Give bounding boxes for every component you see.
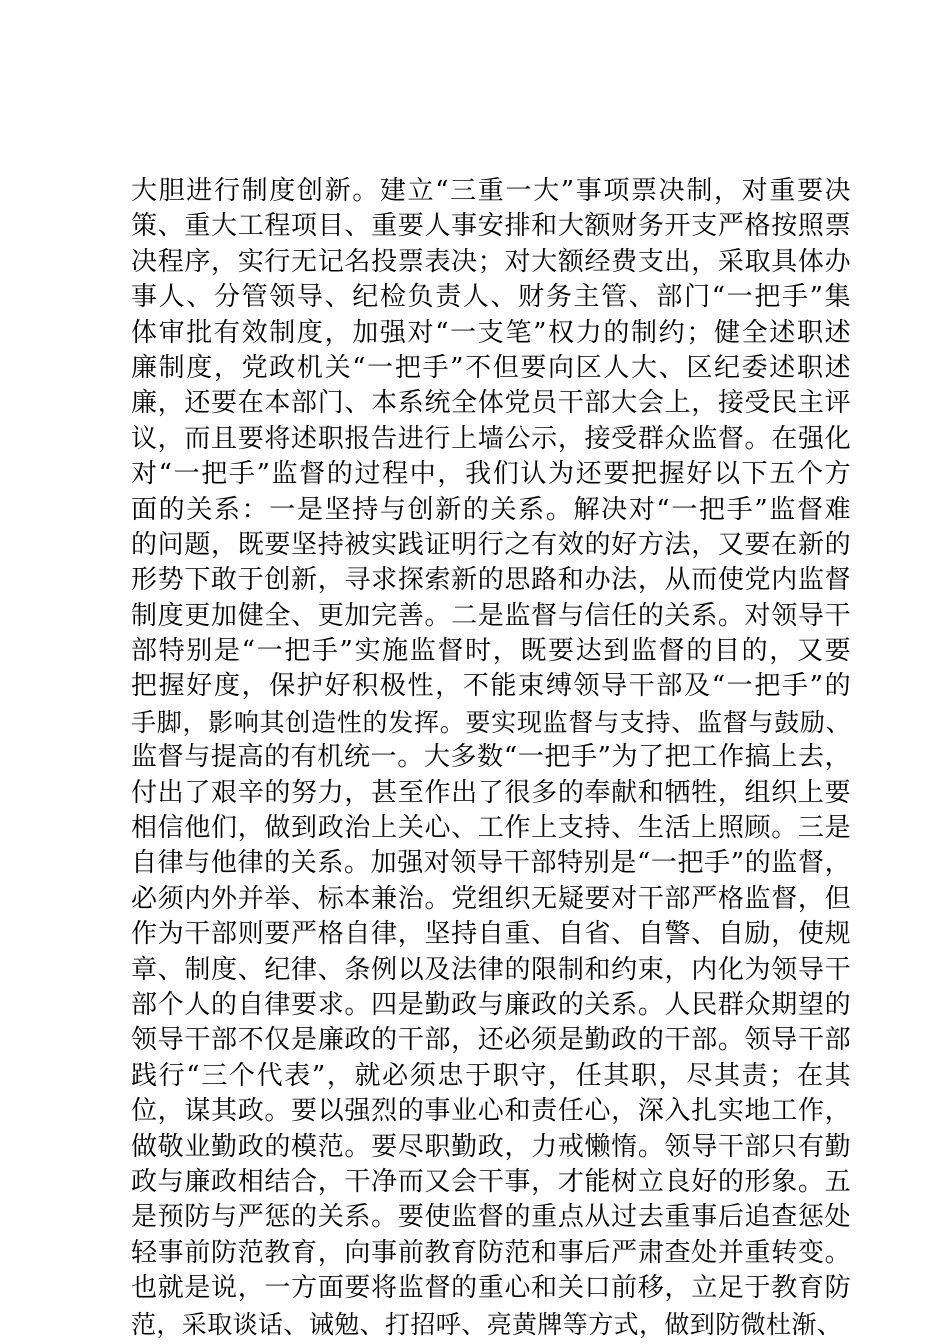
text-line: 事人、分管领导、纪检负责人、财务主管、部门“一把手”集	[131, 282, 851, 313]
text-line: 相信他们，做到政治上关心、工作上支持、生活上照顾。三是	[131, 813, 851, 844]
text-line: 必须内外并举、标本兼治。党组织无疑要对干部严格监督，但	[131, 883, 851, 914]
text-line: 位，谋其政。要以强烈的事业心和责任心，深入扎实地工作，	[131, 1096, 851, 1127]
text-line: 轻事前防范教育，向事前教育防范和事后严肃查处并重转变。	[131, 1237, 851, 1268]
text-line: 面的关系：一是坚持与创新的关系。解决对“一把手”监督难	[131, 494, 851, 525]
body-text	[131, 174, 851, 1342]
text-line: 自律与他律的关系。加强对领导干部特别是“一把手”的监督，	[131, 848, 851, 879]
text-line: 制度更加健全、更加完善。二是监督与信任的关系。对领导干	[131, 600, 851, 631]
text-line: 的问题，既要坚持被实践证明行之有效的好方法，又要在新的	[131, 529, 851, 560]
text-line: 章、制度、纪律、条例以及法律的限制和约束，内化为领导干	[131, 954, 851, 985]
text-line: 领导干部不仅是廉政的干部，还必须是勤政的干部。领导干部	[131, 1025, 851, 1056]
text-line: 大胆进行制度创新。建立“三重一大”事项票决制，对重要决	[131, 176, 851, 206]
text-line: 廉，还要在本部门、本系统全体党员干部大会上，接受民主评	[131, 388, 851, 419]
text-line: 作为干部则要严格自律，坚持自重、自省、自警、自励，使规	[131, 919, 851, 950]
text-line: 范，采取谈话、诫勉、打招呼、亮黄牌等方式，做到防微杜渐、	[131, 1309, 843, 1339]
text-line: 做敬业勤政的模范。要尽职勤政，力戒懒惰。领导干部只有勤	[131, 1131, 851, 1162]
text-line: 政与廉政相结合，干净而又会干事，才能树立良好的形象。五	[131, 1166, 851, 1197]
text-line: 践行“三个代表”，就必须忠于职守，任其职，尽其责；在其	[131, 1060, 851, 1091]
text-line: 也就是说，一方面要将监督的重心和关口前移，立足于教育防	[131, 1273, 851, 1304]
text-line: 部个人的自律要求。四是勤政与廉政的关系。人民群众期望的	[131, 989, 851, 1020]
text-line: 形势下敢于创新，寻求探索新的思路和办法，从而使党内监督	[131, 565, 851, 596]
text-line: 对“一把手”监督的过程中，我们认为还要把握好以下五个方	[131, 459, 851, 490]
text-line: 议，而且要将述职报告进行上墙公示，接受群众监督。在强化	[131, 423, 851, 454]
text-line: 廉制度，党政机关“一把手”不但要向区人大、区纪委述职述	[131, 352, 851, 383]
text-line: 付出了艰辛的努力，甚至作出了很多的奉献和牺牲，组织上要	[131, 777, 851, 808]
text-line: 策、重大工程项目、重要人事安排和大额财务开支严格按照票	[131, 211, 851, 242]
text-line: 手脚，影响其创造性的发挥。要实现监督与支持、监督与鼓励、	[131, 707, 851, 737]
text-line: 是预防与严惩的关系。要使监督的重点从过去重事后追查惩处	[131, 1202, 851, 1233]
text-line: 把握好度，保护好积极性，不能束缚领导干部及“一把手”的	[131, 671, 851, 702]
text-line: 部特别是“一把手”实施监督时，既要达到监督的目的，又要	[131, 636, 851, 667]
text-line: 决程序，实行无记名投票表决；对大额经费支出，采取具体办	[131, 246, 851, 277]
text-line: 体审批有效制度，加强对“一支笔”权力的制约；健全述职述	[131, 317, 851, 348]
text-line: 监督与提高的有机统一。大多数“一把手”为了把工作搞上去，	[131, 742, 851, 773]
